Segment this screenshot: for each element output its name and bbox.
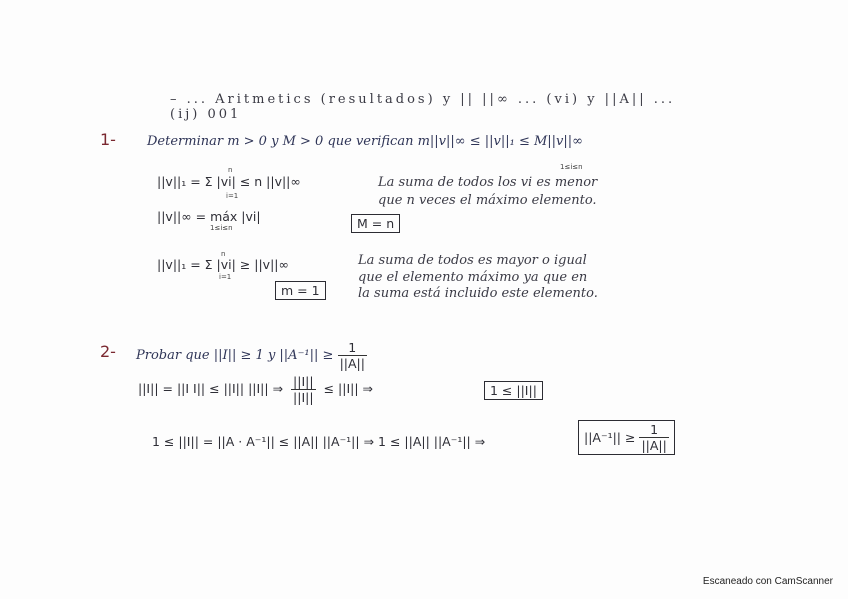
p2-line1-continuation: ≤ ||I|| ⇒: [323, 381, 374, 396]
p2-line1-text: ||I|| = ||I I|| ≤ ||I|| ||I|| ⇒: [138, 381, 284, 396]
p1-line2-equation: ||v||∞ = máx |vi|: [157, 209, 261, 224]
p1-note2-line-c: la suma está incluido este elemento.: [358, 286, 598, 301]
result-M-box: M = n: [351, 214, 400, 233]
p1-note-line-a: La suma de todos los vi es menor: [378, 175, 598, 190]
p1-note-line-b: que n veces el máximo elemento.: [378, 193, 597, 208]
p2-line2: 1 ≤ ||I|| = ||A · A⁻¹|| ≤ ||A|| ||A⁻¹|| ⇒ 1 ≤ ||A|| ||A⁻¹|| ⇒: [152, 434, 486, 449]
p2-statement-frac-bottom: ||A||: [339, 356, 365, 371]
p2-result-fraction: [639, 422, 668, 453]
result-identity-box: 1 ≤ ||I||: [484, 381, 543, 400]
p2-result-text: ||A⁻¹|| ≥: [584, 430, 636, 445]
p1-line1-sum-bottom: i=1: [226, 192, 239, 200]
p1-note-index: 1≤i≤n: [560, 163, 583, 171]
p2-line1: [138, 374, 373, 405]
result-m-box: m = 1: [275, 281, 326, 300]
problem-2-number: 2-: [100, 342, 116, 361]
result-inverse-box: [578, 420, 675, 455]
camscanner-footer: Escaneado con CamScanner: [702, 576, 833, 587]
p2-statement-frac-top: 1: [338, 340, 367, 356]
p1-note2-line-b: que el elemento máximo ya que en: [358, 270, 588, 285]
p1-line3-equation: ||v||₁ = Σ |vi| ≥ ||v||∞: [157, 257, 289, 272]
p1-line1-sum-top: n: [228, 166, 233, 174]
problem-2-statement: [136, 340, 367, 371]
p1-note2-line-a: La suma de todos es mayor o igual: [358, 253, 587, 268]
p1-line1-equation: [157, 174, 301, 189]
p2-line1-frac-bottom: ||I||: [293, 390, 314, 405]
p1-line3-sum-top: n: [221, 250, 226, 258]
p1-line3-sum-bottom: i=1: [219, 273, 232, 281]
p2-statement-fraction: [338, 340, 367, 371]
p2-statement-text: Probar que ||I|| ≥ 1 y ||A⁻¹|| ≥: [136, 348, 334, 363]
problem-1-statement: Determinar m > 0 y M > 0 que verifican m||v||∞ ≤ ||v||₁ ≤ M||v||∞: [147, 134, 583, 149]
p2-line1-frac-top: ||I||: [293, 374, 314, 389]
p1-line2-subscript: 1≤i≤n: [210, 224, 233, 232]
p2-result-frac-top: 1: [639, 422, 668, 438]
cut-off-header-line: – ... Aritmetics (resultados) y || ||∞ ... (vi) y ||A|| ... (ij) 001: [170, 92, 676, 122]
p2-line1-fraction: [291, 374, 316, 405]
p2-result-frac-bottom: ||A||: [641, 438, 667, 453]
p1-line1-text: ||v||₁ = Σ |vi| ≤ n ||v||∞: [157, 174, 301, 189]
problem-1-number: 1-: [100, 130, 116, 149]
